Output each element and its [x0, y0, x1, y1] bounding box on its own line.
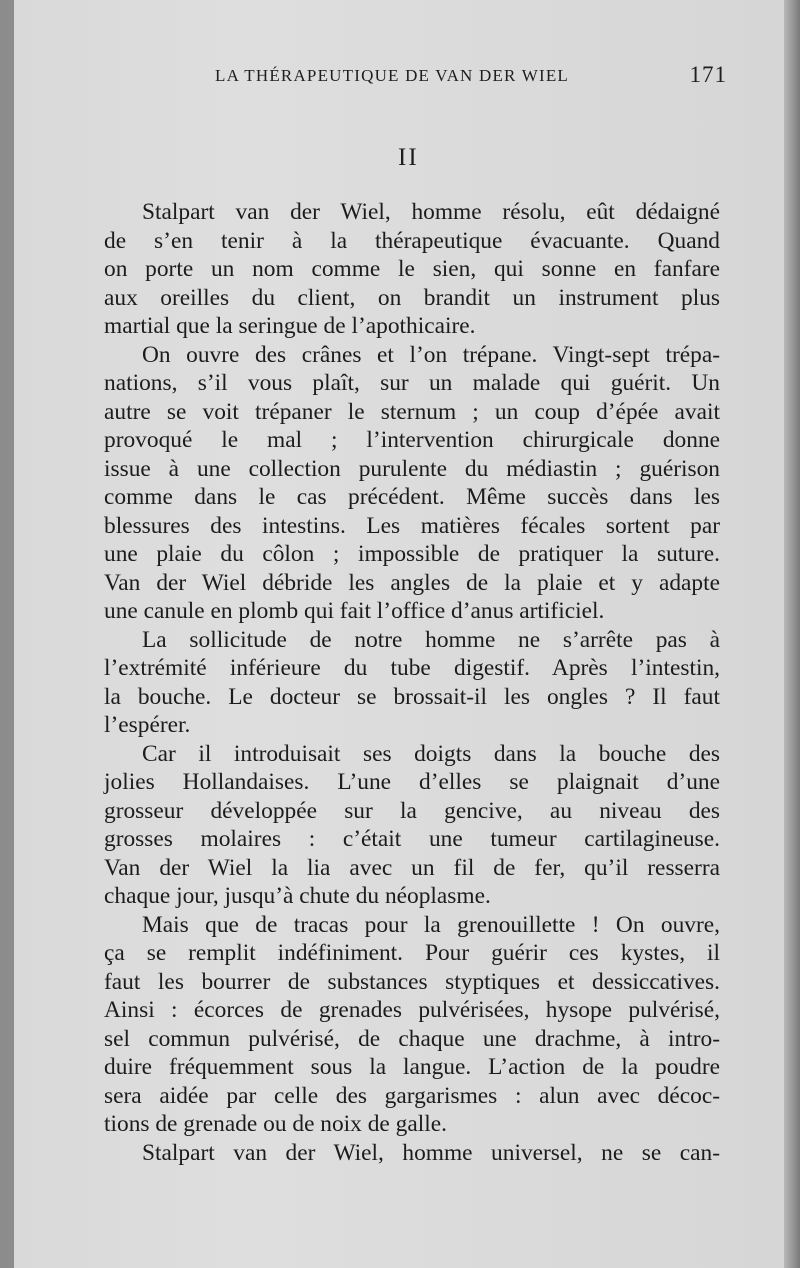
body-text — [104, 198, 720, 1167]
text-line: autre se voit trépaner le sternum ; un coup d’épée avait — [104, 398, 720, 425]
book-page — [14, 0, 784, 1268]
text-line: Stalpart van der Wiel, homme universel, ne se can- — [142, 1139, 720, 1166]
section-number: II — [398, 144, 419, 171]
text-line: Van der Wiel débride les angles de la plaie et y adapte — [104, 569, 720, 596]
text-line: ça se remplit indéfiniment. Pour guérir ces kystes, il — [104, 940, 720, 966]
text-line: issue à une collection purulente du médiastin ; guérison — [104, 455, 720, 482]
text-line: on porte un nom comme le sien, qui sonne en fanfare — [104, 256, 720, 282]
text-line: martial que la seringue de l’apothicaire. — [104, 313, 476, 339]
text-line: l’extrémité inférieure du tube digestif. Après l’intestin, — [104, 655, 720, 681]
text-line: Stalpart van der Wiel, homme résolu, eût dédaigné — [142, 199, 720, 225]
text-line: une canule en plomb qui fait l’office d’anus artificiel. — [104, 598, 605, 624]
text-line: tions de grenade ou de noix de galle. — [104, 1111, 447, 1137]
text-line: sera aidée par celle des gargarismes : alun avec décoc- — [104, 1082, 720, 1109]
text-line: sel commun pulvérisé, de chaque une drachme, à intro- — [104, 1025, 720, 1052]
text-line: une plaie du côlon ; impossible de pratiquer la suture. — [104, 541, 720, 567]
text-line: grosses molaires : c’était une tumeur cartilagineuse. — [104, 826, 720, 852]
text-line: comme dans le cas précédent. Même succès dans les — [104, 484, 720, 510]
text-line: de s’en tenir à la thérapeutique évacuante. Quand — [104, 227, 720, 254]
text-line: nations, s’il vous plaît, sur un malade qui guérit. Un — [104, 370, 720, 396]
page-number: 171 — [689, 62, 727, 87]
text-line: aux oreilles du client, on brandit un instrument plus — [104, 284, 720, 311]
text-line: La sollicitude de notre homme ne s’arrête pas à — [142, 626, 720, 653]
running-title: LA THÉRAPEUTIQUE DE VAN DER WIEL — [215, 66, 569, 85]
text-line: chaque jour, jusqu’à chute du néoplasme. — [104, 883, 491, 909]
text-line: Van der Wiel la lia avec un fil de fer, qu’il resserra — [104, 854, 720, 881]
text-line: Car il introduisait ses doigts dans la bouche des — [142, 740, 720, 767]
page-edge — [784, 0, 800, 1268]
text-line: la bouche. Le docteur se brossait-il les ongles ? Il faut — [104, 683, 720, 710]
text-line: duire fréquemment sous la langue. L’action de la poudre — [104, 1054, 720, 1080]
text-line: Ainsi : écorces de grenades pulvérisées, hysope pulvérisé, — [104, 997, 720, 1023]
text-line: blessures des intestins. Les matières fécales sortent par — [104, 512, 720, 539]
text-line: l’espérer. — [104, 712, 191, 738]
text-line: grosseur développée sur la gencive, au niveau des — [104, 797, 720, 824]
text-line: Mais que de tracas pour la grenouillette ! On ouvre, — [142, 911, 720, 938]
text-line: provoqué le mal ; l’intervention chirurgicale donne — [104, 427, 720, 453]
text-line: faut les bourrer de substances styptiques et dessiccatives. — [104, 968, 720, 995]
running-head — [201, 62, 727, 90]
text-line: jolies Hollandaises. L’une d’elles se plaignait d’une — [104, 769, 720, 795]
text-line: On ouvre des crânes et l’on trépane. Vingt-sept trépa- — [142, 341, 720, 368]
